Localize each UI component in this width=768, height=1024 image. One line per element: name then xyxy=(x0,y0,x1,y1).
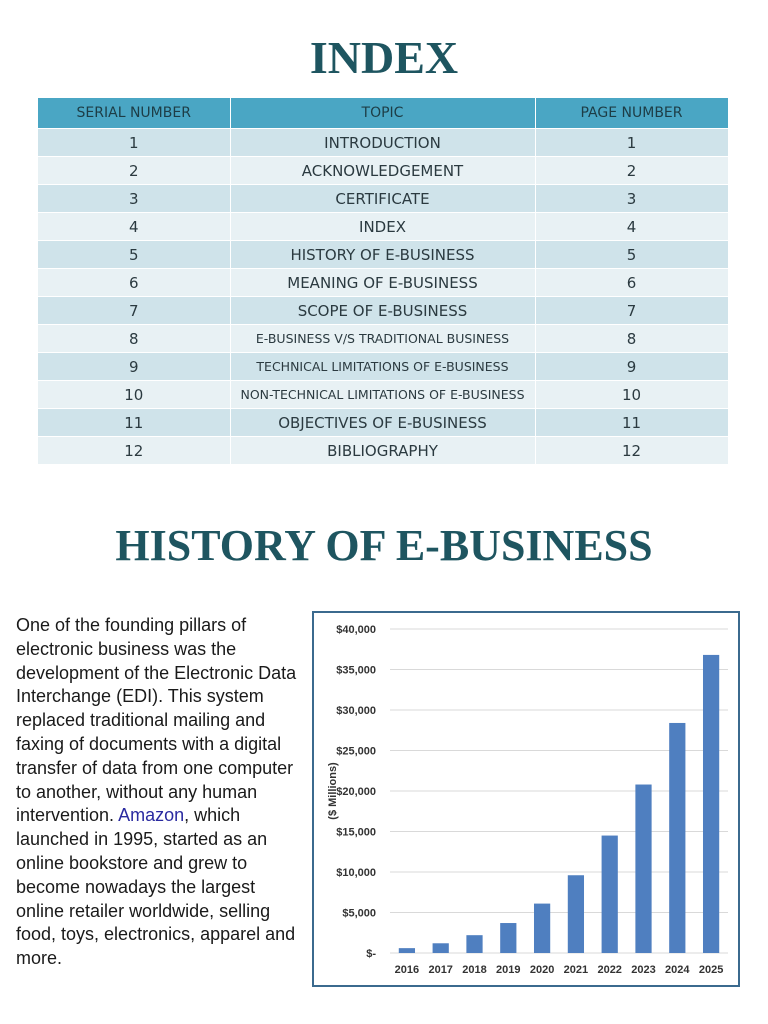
x-tick-label: 2025 xyxy=(698,964,724,976)
cell-topic: TECHNICAL LIMITATIONS OF E-BUSINESS xyxy=(230,353,535,381)
y-tick-label: $40,000 xyxy=(336,624,376,636)
cell-topic: HISTORY OF E-BUSINESS xyxy=(230,241,535,269)
bar-2018 xyxy=(466,935,482,953)
history-text-rest: , which launched in 1995, started as an online bookstore and grew to become nowadays the largest online retailer worldwide, selling food, toys, electronics, apparel and more. xyxy=(16,805,296,969)
cell-page: 9 xyxy=(535,353,728,381)
index-body xyxy=(38,129,728,465)
cell-topic: SCOPE OF E-BUSINESS xyxy=(230,297,535,325)
x-tick-label: 2018 xyxy=(462,964,487,976)
cell-page: 12 xyxy=(535,437,728,465)
table-row xyxy=(38,381,728,409)
y-tick-label: $35,000 xyxy=(336,664,376,677)
x-tick-label: 2022 xyxy=(597,964,622,976)
amazon-link[interactable]: Amazon xyxy=(118,805,185,826)
y-tick-label: $- xyxy=(366,948,376,960)
cell-serial: 7 xyxy=(38,297,230,325)
table-row xyxy=(38,213,728,241)
x-tick-label: 2023 xyxy=(631,964,656,976)
y-tick-label: $15,000 xyxy=(336,826,376,839)
cell-serial: 12 xyxy=(38,437,230,465)
table-row xyxy=(38,185,728,213)
cell-page: 2 xyxy=(535,157,728,185)
history-paragraph xyxy=(16,614,306,971)
y-tick-label: $5,000 xyxy=(342,907,376,920)
table-row xyxy=(38,353,728,381)
cell-topic: INTRODUCTION xyxy=(230,129,535,157)
history-text-intro: One of the founding pillars of electronic business was the development of the Electronic Data Interchange (EDI). This system replaced traditional mailing and faxing of documents with a digital transfer of data from one computer to another, without any human intervention. xyxy=(16,615,297,826)
table-row xyxy=(38,297,728,325)
cell-topic: CERTIFICATE xyxy=(230,185,535,213)
index-header-row xyxy=(38,98,728,129)
bar-2016 xyxy=(399,948,415,953)
header-serial-number: SERIAL NUMBER xyxy=(38,98,230,129)
y-axis-label: ($ Millions) xyxy=(327,762,339,820)
cell-topic: NON-TECHNICAL LIMITATIONS OF E-BUSINESS xyxy=(230,381,535,409)
cell-page: 6 xyxy=(535,269,728,297)
y-tick-label: $10,000 xyxy=(336,867,376,879)
cell-serial: 6 xyxy=(38,269,230,297)
table-row xyxy=(38,409,728,437)
x-tick-label: 2016 xyxy=(394,964,420,976)
x-tick-label: 2020 xyxy=(529,964,555,976)
header-topic: TOPIC xyxy=(230,98,535,129)
cell-topic: E-BUSINESS V/S TRADITIONAL BUSINESS xyxy=(230,325,535,353)
bar-2017 xyxy=(433,943,449,953)
bar-2024 xyxy=(669,723,685,953)
y-tick-label: $25,000 xyxy=(336,745,376,758)
bar-2022 xyxy=(602,836,618,953)
bar-chart-svg xyxy=(314,613,738,985)
cell-page: 7 xyxy=(535,297,728,325)
cell-page: 1 xyxy=(535,129,728,157)
cell-page: 5 xyxy=(535,241,728,269)
index-title: INDEX xyxy=(309,32,459,83)
cell-page: 10 xyxy=(535,381,728,409)
bar-2023 xyxy=(635,785,651,953)
table-row xyxy=(38,157,728,185)
y-tick-label: $30,000 xyxy=(336,705,376,717)
cell-serial: 10 xyxy=(38,381,230,409)
cell-page: 8 xyxy=(535,325,728,353)
cell-page: 3 xyxy=(535,185,728,213)
bar-2020 xyxy=(534,904,550,953)
cell-serial: 11 xyxy=(38,409,230,437)
cell-serial: 9 xyxy=(38,353,230,381)
bar-2021 xyxy=(568,875,584,953)
x-tick-label: 2019 xyxy=(496,964,521,976)
table-row xyxy=(38,129,728,157)
cell-topic: INDEX xyxy=(230,213,535,241)
cell-serial: 8 xyxy=(38,325,230,353)
x-tick-label: 2017 xyxy=(428,964,453,976)
cell-page: 11 xyxy=(535,409,728,437)
bar-2025 xyxy=(703,655,719,953)
cell-serial: 5 xyxy=(38,241,230,269)
x-tick-label: 2021 xyxy=(563,964,589,976)
cell-serial: 1 xyxy=(38,129,230,157)
table-row xyxy=(38,325,728,353)
cell-serial: 2 xyxy=(38,157,230,185)
cell-serial: 3 xyxy=(38,185,230,213)
history-title: HISTORY OF E-BUSINESS xyxy=(115,521,653,570)
cell-topic: ACKNOWLEDGEMENT xyxy=(230,157,535,185)
header-page-number: PAGE NUMBER xyxy=(535,98,728,129)
cell-topic: OBJECTIVES OF E-BUSINESS xyxy=(230,409,535,437)
index-table xyxy=(38,98,729,464)
bar-2019 xyxy=(500,923,516,953)
cell-page: 4 xyxy=(535,213,728,241)
cell-serial: 4 xyxy=(38,213,230,241)
y-tick-label: $20,000 xyxy=(336,786,376,798)
cell-topic: BIBLIOGRAPHY xyxy=(230,437,535,465)
table-row xyxy=(38,241,728,269)
ecommerce-revenue-chart xyxy=(312,611,740,987)
table-row xyxy=(38,269,728,297)
cell-topic: MEANING OF E-BUSINESS xyxy=(230,269,535,297)
table-row xyxy=(38,437,728,465)
x-tick-label: 2024 xyxy=(665,964,690,976)
